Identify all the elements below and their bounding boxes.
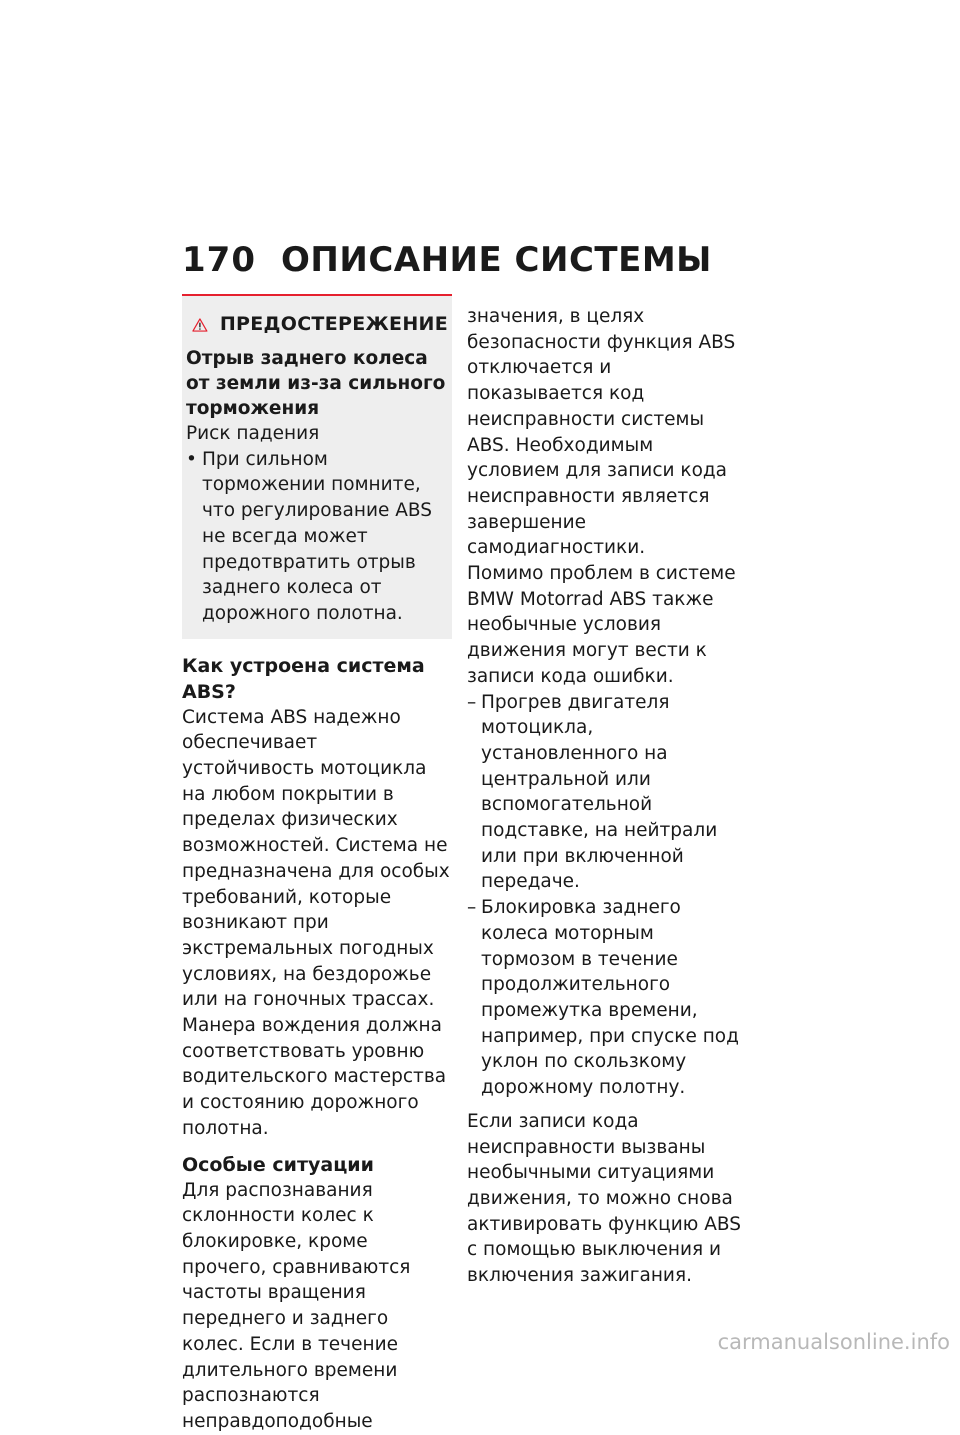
abs-body: Система ABS надежно обеспечивает устойчивость мотоцикла на любом покрытии в пределах физических возможностей. Система не предназначена для особых требований, которые возникают при экстремальных погодных условиях, на бездорожье или на гоночных трассах. Манера вождения должна соответствовать уровню водительского мастерства и состоянию дорожного полотна. — [182, 706, 450, 1139]
warning-box — [182, 294, 452, 639]
watermark: carmanualsonline.info — [717, 1330, 950, 1354]
page-number: 170 — [182, 240, 256, 280]
list-item-text: Блокировка заднего колеса моторным тормозом в течение продолжительного промежутка времени, например, при спуске под уклон по скользкому дорожному полотну. — [481, 897, 739, 1099]
dash-icon: – — [467, 691, 477, 713]
bullet-icon: • — [186, 448, 197, 470]
closing-paragraph: Если записи кода неисправности вызваны необычными ситуациями движения, то можно снова активировать функцию ABS с помощью выключения и включения зажигания. — [467, 1110, 741, 1287]
list-item-text: Прогрев двигателя мотоцикла, установленного на центральной или вспомогательной подставке, на нейтрали или при включенной передаче. — [481, 691, 718, 893]
special-situations-body: Для распознавания склонности колес к блокировке, кроме прочего, сравниваются частоты вращения переднего и заднего колес. Если в течение длительного времени распознаются неправдоподобные — [182, 1179, 411, 1432]
warning-triangle-icon — [192, 310, 208, 340]
intro-paragraph: Помимо проблем в системе BMW Motorrad ABS также необычные условия движения могут вести к записи кода ошибки. — [467, 563, 736, 687]
dash-icon: – — [467, 897, 477, 919]
warning-heading: Отрыв заднего колеса от земли из-за сильного торможения — [186, 348, 446, 419]
warning-bullet — [186, 447, 448, 627]
list-item — [467, 895, 747, 1101]
special-situations-heading: Особые ситуации — [182, 1153, 374, 1176]
warning-label: ПРЕДОСТЕРЕЖЕНИЕ — [219, 313, 448, 336]
abs-heading: Как устроена система ABS? — [182, 654, 425, 703]
continuation-paragraph: значения, в целях безопасности функция ABS отключается и показывается код неисправности системы ABS. Необходимым условием для записи кода неисправности является завершение самодиагностики. — [467, 306, 736, 559]
section-title: ОПИСАНИЕ СИСТЕМЫ — [281, 240, 712, 280]
list-item — [467, 690, 747, 896]
warning-risk: Риск падения — [186, 423, 320, 444]
warning-bullet-text: При сильном торможении помните, что регулирование ABS не всегда может предотвратить отрыв заднего колеса от дорожного полотна. — [202, 448, 432, 624]
left-column — [182, 294, 452, 1435]
warning-header — [186, 310, 448, 340]
right-column — [467, 304, 747, 1289]
